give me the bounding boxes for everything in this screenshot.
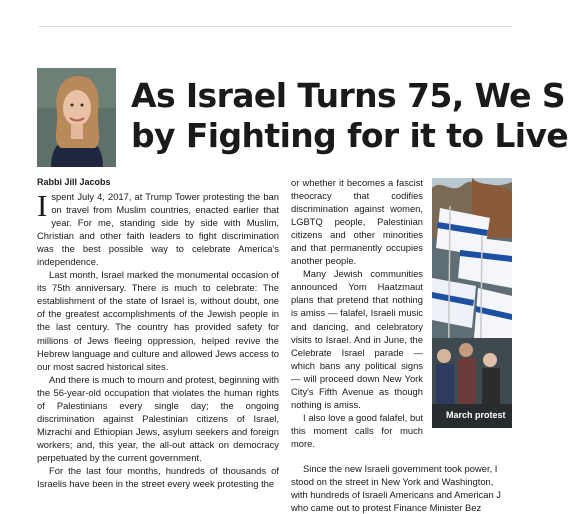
paragraph-1-text: spent July 4, 2017, at Trump Tower protesting the ban on travel from Muslim countries, enacted earlier that year. For me, standing side by side with Muslim, Christian and other faith leaders to fight discrimination was the best possible way to celebrate America's independence. bbox=[37, 191, 279, 268]
headline-line-2: by Fighting for it to Live bbox=[131, 116, 568, 155]
march-protest-photo bbox=[432, 178, 512, 428]
author-portrait-image bbox=[37, 68, 116, 167]
column-3-line-4: who came out to protest Finance Minister Bez bbox=[291, 502, 482, 514]
paragraph-5: or whether it becomes a fascist theocracy that codifies discrimination against women, LGBTQ people, Palestinian citizens and other minorities and that permanently occupies another people. bbox=[291, 177, 423, 267]
photo-caption: March protest bbox=[446, 410, 506, 420]
paragraph-1 bbox=[37, 190, 279, 268]
author-photo bbox=[37, 68, 116, 167]
protest-flags-image bbox=[432, 178, 512, 428]
article-column-3 bbox=[291, 462, 512, 514]
paragraph-4: For the last four months, hundreds of thousands of Israelis have been in the street every week protesting the bbox=[37, 464, 279, 490]
column-3-line-2: stood on the street in New York and Washington, bbox=[291, 476, 494, 488]
article-headline bbox=[131, 76, 568, 156]
top-rule bbox=[39, 26, 512, 27]
paragraph-6: Many Jewish communities announced Yom Haatzmaut plans that pretend that nothing is amiss — falafel, Israeli music and dancing, and celebratory visits to Israel. And in June, the Celebrate Israel parade — which bans any political signs — will proceed down New York City's Fifth Avenue as though nothing is amiss. bbox=[291, 268, 423, 410]
article-column-1 bbox=[37, 190, 279, 490]
article-column-2 bbox=[291, 176, 423, 450]
paragraph-3: And there is much to mourn and protest, beginning with the 56-year-old occupation that violates the human rights of Palestinians every single day; the ongoing discrimination against Palestinian citizens of Israel, Mizrachi and Ethiopian Jews, asylum seekers and foreign workers; and, this year, the all-out attack on democracy perpetuated by the current government. bbox=[37, 373, 279, 463]
photo-caption-bar bbox=[432, 404, 512, 428]
paragraph-2: Last month, Israel marked the monumental occasion of its 75th anniversary. There is much to celebrate: The establishment of the state of Israel is, without doubt, one of the greatest accomplishments of the Jewish people in the last century. The country has provided safety for millions of Jews fleeing oppression, helped revive the Hebrew language and culture and allowed Jews access to our most sacred historical sites. bbox=[37, 269, 279, 372]
drop-cap: I bbox=[37, 188, 48, 223]
column-3-line-3: with hundreds of Israeli Americans and American J bbox=[291, 489, 501, 501]
byline: Rabbi Jill Jacobs bbox=[37, 177, 111, 187]
headline-line-1: As Israel Turns 75, We S bbox=[131, 76, 566, 115]
paragraph-7: I also love a good falafel, but this moment calls for much more. bbox=[291, 411, 423, 449]
column-3-line-1: Since the new Israeli government took power, I bbox=[303, 463, 498, 474]
